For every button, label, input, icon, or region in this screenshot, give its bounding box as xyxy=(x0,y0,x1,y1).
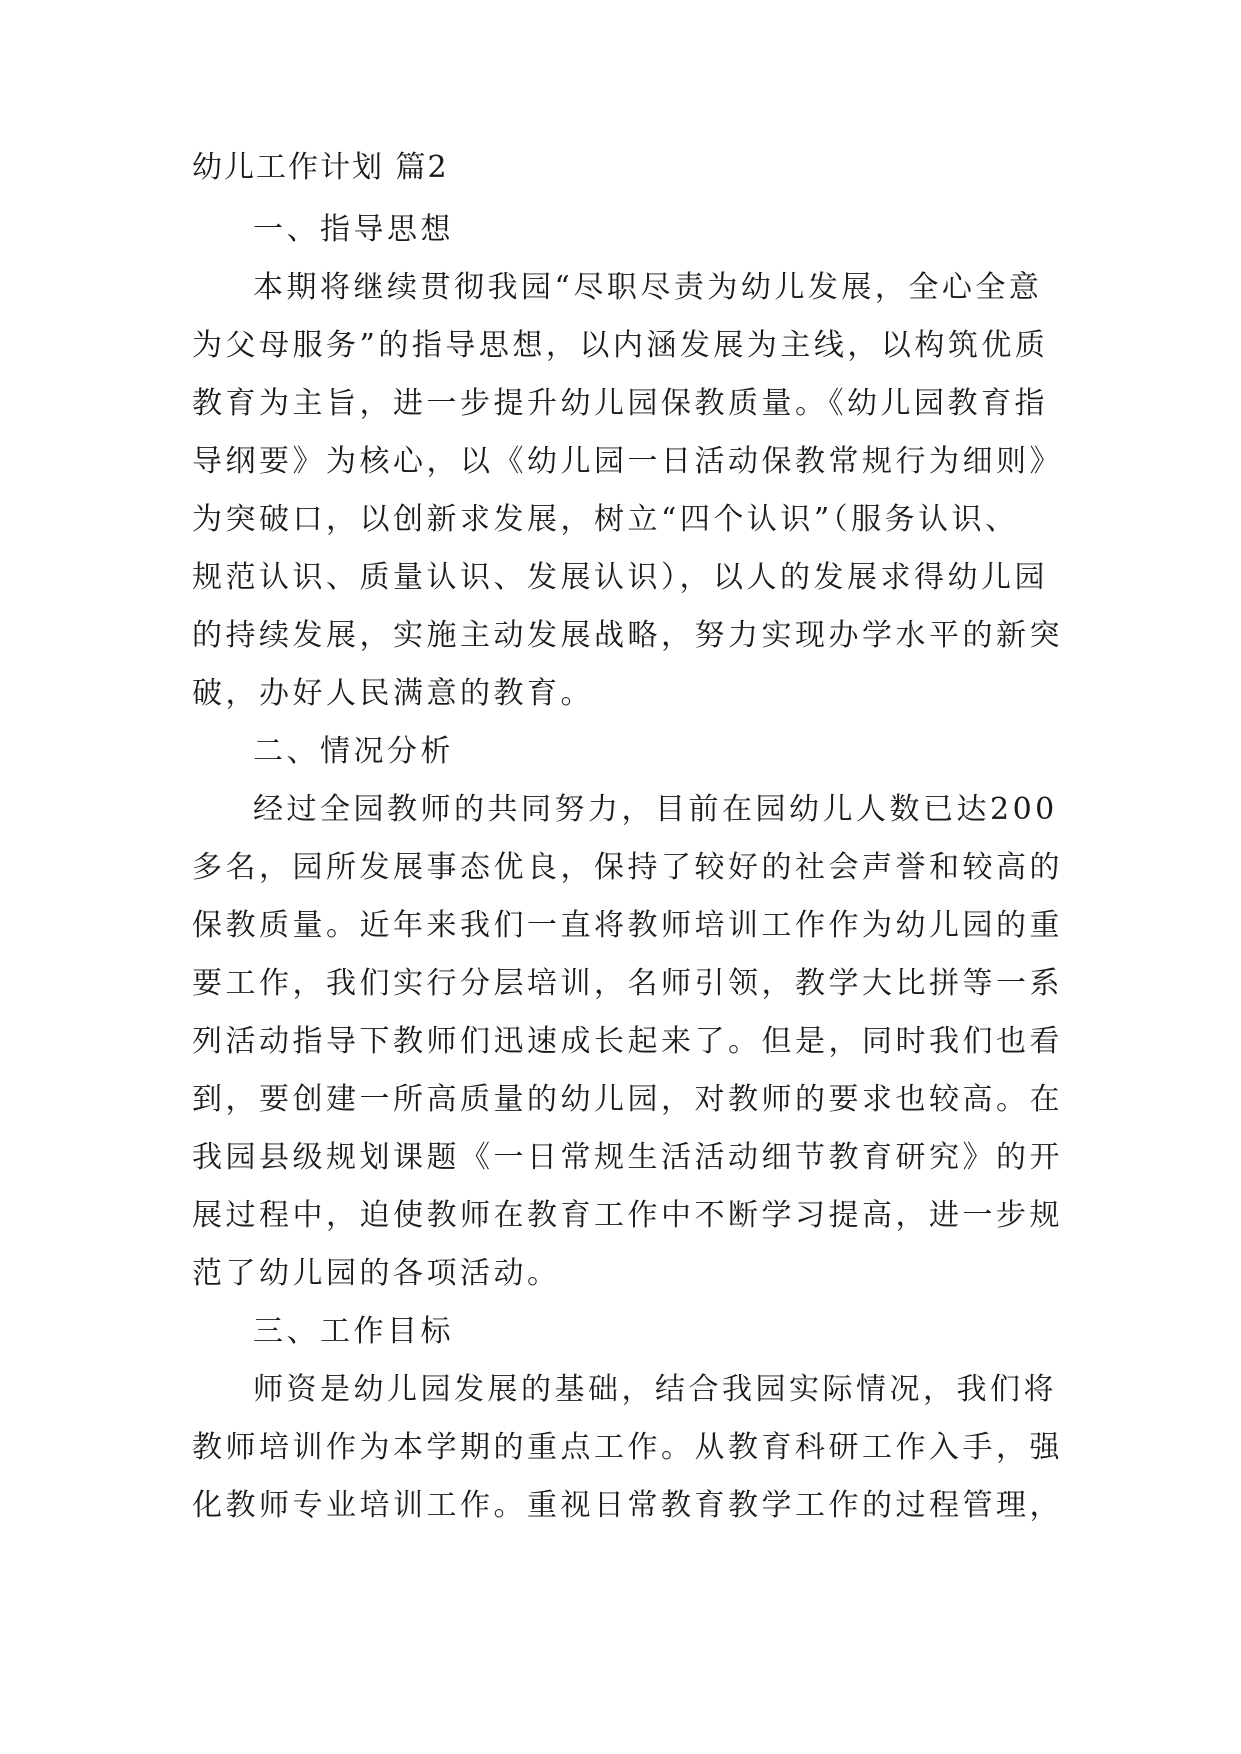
paragraph-line: 的持续发展，实施主动发展战略，努力实现办学水平的新突 xyxy=(192,618,1063,653)
section-heading-guiding-ideology: 一、指导思想 xyxy=(253,212,454,247)
section-heading-work-goals: 三、工作目标 xyxy=(253,1314,454,1349)
paragraph-line: 我园县级规划课题《一日常规生活活动细节教育研究》的开 xyxy=(192,1140,1063,1175)
paragraph-line: 化教师专业培训工作。重视日常教育教学工作的过程管理， xyxy=(192,1488,1063,1523)
paragraph-line: 到，要创建一所高质量的幼儿园，对教师的要求也较高。在 xyxy=(192,1082,1063,1117)
paragraph-line: 范了幼儿园的各项活动。 xyxy=(192,1256,561,1291)
paragraph-line: 教师培训作为本学期的重点工作。从教育科研工作入手，强 xyxy=(192,1430,1063,1465)
paragraph-line: 要工作，我们实行分层培训，名师引领，教学大比拼等一系 xyxy=(192,966,1063,1001)
paragraph-line: 为父母服务”的指导思想，以内涵发展为主线，以构筑优质 xyxy=(192,328,1049,363)
paragraph-line: 展过程中，迫使教师在教育工作中不断学习提高，进一步规 xyxy=(192,1198,1063,1233)
paragraph-line: 列活动指导下教师们迅速成长起来了。但是，同时我们也看 xyxy=(192,1024,1063,1059)
paragraph-line: 保教质量。近年来我们一直将教师培训工作作为幼儿园的重 xyxy=(192,908,1063,943)
paragraph-line: 多名，园所发展事态优良，保持了较好的社会声誉和较高的 xyxy=(192,850,1063,885)
paragraph-line: 为突破口，以创新求发展，树立“四个认识”（服务认识、 xyxy=(192,502,1019,537)
paragraph-line: 破，办好人民满意的教育。 xyxy=(192,676,594,711)
paragraph-line: 本期将继续贯彻我园“尽职尽责为幼儿发展，全心全意 xyxy=(253,270,1043,305)
paragraph-line: 规范认识、质量认识、发展认识），以人的发展求得幼儿园 xyxy=(192,560,1048,595)
document-title: 幼儿工作计划 篇2 xyxy=(192,150,449,185)
section-heading-situation-analysis: 二、情况分析 xyxy=(253,734,454,769)
paragraph-line: 教育为主旨，进一步提升幼儿园保教质量。《幼儿园教育指 xyxy=(192,386,1048,421)
paragraph-line: 师资是幼儿园发展的基础，结合我园实际情况，我们将 xyxy=(253,1372,1057,1407)
paragraph-line: 导纲要》为核心，以《幼儿园一日活动保教常规行为细则》 xyxy=(192,444,1063,479)
paragraph-line: 经过全园教师的共同努力，目前在园幼儿人数已达200 xyxy=(253,792,1058,827)
